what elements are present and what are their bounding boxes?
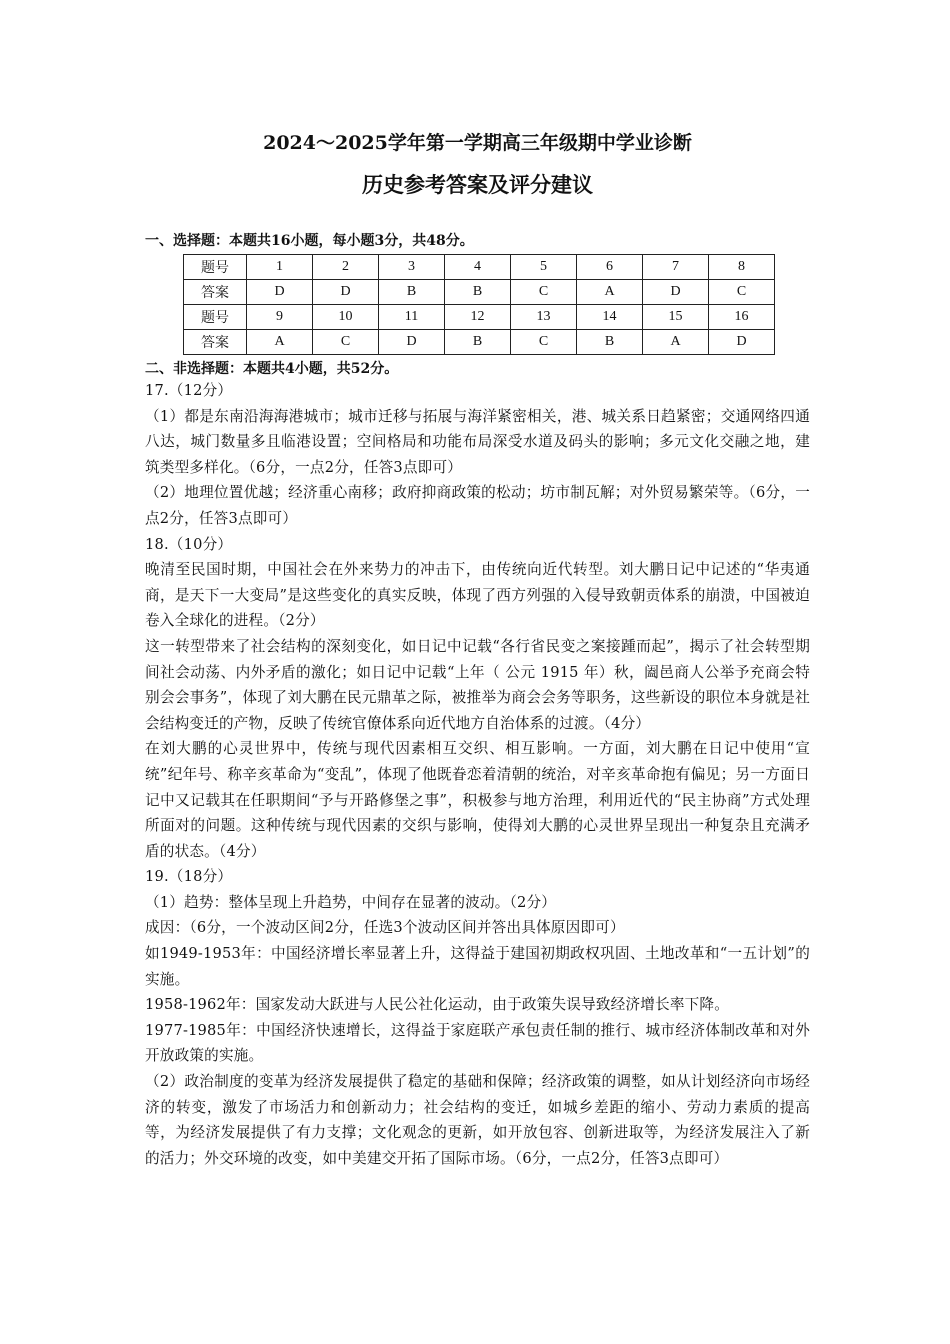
q19-period-1949: 如1949-1953年：中国经济增长率显著上升，这得益于建国初期政权巩固、土地改革和“一五计划”的实施。 bbox=[145, 945, 810, 988]
q19-part-1-trend: （1）趋势：整体呈现上升趋势，中间存在显著的波动。（2分） bbox=[145, 893, 557, 911]
question-number: 14 bbox=[577, 305, 643, 330]
question-number: 6 bbox=[577, 255, 643, 280]
table-row bbox=[184, 305, 775, 330]
row-label: 答案 bbox=[184, 280, 247, 305]
row-label: 题号 bbox=[184, 255, 247, 280]
question-number: 16 bbox=[709, 305, 775, 330]
question-number: 9 bbox=[247, 305, 313, 330]
row-label: 题号 bbox=[184, 305, 247, 330]
answer-cell: C bbox=[511, 330, 577, 355]
q19-period-1977: 1977-1985年：中国经济快速增长，这得益于家庭联产承包责任制的推行、城市经济体制改革和对外开放政策的实施。 bbox=[145, 1021, 810, 1065]
question-number: 1 bbox=[247, 255, 313, 280]
q17-part-2: （2）地理位置优越；经济重心南移；政府抑商政策的松动；坊市制瓦解；对外贸易繁荣等。（6分，一点2分，任答3点即可） bbox=[145, 484, 810, 527]
answer-cell: B bbox=[379, 280, 445, 305]
answer-cell: D bbox=[643, 280, 709, 305]
question-number: 8 bbox=[709, 255, 775, 280]
question-19-heading: 19.（18分） bbox=[145, 868, 233, 886]
table-row bbox=[184, 255, 775, 280]
answer-cell: A bbox=[643, 330, 709, 355]
q19-causes-intro: 成因：（6分，一个波动区间2分，任选3个波动区间并答出具体原因即可） bbox=[145, 919, 625, 937]
answer-cell: D bbox=[313, 280, 379, 305]
table-row bbox=[184, 280, 775, 305]
q18-paragraph-3: 在刘大鹏的心灵世界中，传统与现代因素相互交织、相互影响。一方面，刘大鹏在日记中使用“宣统”纪年号、称辛亥革命为“变乱”，体现了他既眷恋着清朝的统治，对辛亥革命抱有偏见；另一方面日记中又记载其在任职期间“予与开路修堡之事”，积极参与地方治理，利用近代的“民主协商”方式处理所面对的问题。这种传统与现代因素的交织与影响，使得刘大鹏的心灵世界呈现出一种复杂且充满矛盾的状态。（4分） bbox=[145, 740, 810, 860]
question-17-heading: 17.（12分） bbox=[145, 382, 233, 399]
answer-document bbox=[145, 128, 810, 1171]
question-number: 15 bbox=[643, 305, 709, 330]
table-row bbox=[184, 330, 775, 355]
q18-paragraph-1: 晚清至民国时期，中国社会在外来势力的冲击下，由传统向近代转型。刘大鹏日记中记述的“华夷通商，是天下一大变局”是这些变化的真实反映，体现了西方列强的入侵导致朝贡体系的崩溃，中国被迫卷入全球化的进程。（2分） bbox=[145, 561, 810, 630]
document-subtitle: 历史参考答案及评分建议 bbox=[362, 172, 593, 197]
question-number: 4 bbox=[445, 255, 511, 280]
answer-cell: A bbox=[577, 280, 643, 305]
q19-part-2: （2）政治制度的变革为经济发展提供了稳定的基础和保障；经济政策的调整，如从计划经济向市场经济的转变，激发了市场活力和创新动力；社会结构的变迁，如城乡差距的缩小、劳动力素质的提高等，为经济发展提供了有力支撑；文化观念的更新，如开放包容、创新进取等，为经济发展注入了新的活力；外交环境的改变，如中美建交开拓了国际市场。（6分，一点2分，任答3点即可） bbox=[145, 1073, 810, 1167]
row-label: 答案 bbox=[184, 330, 247, 355]
answer-cell: D bbox=[709, 330, 775, 355]
question-number: 2 bbox=[313, 255, 379, 280]
question-number: 11 bbox=[379, 305, 445, 330]
question-number: 7 bbox=[643, 255, 709, 280]
question-18-heading: 18.（10分） bbox=[145, 535, 233, 553]
q18-paragraph-2: 这一转型带来了社会结构的深刻变化，如日记中记载“各行省民变之案接踵而起”，揭示了社会转型期间社会动荡、内外矛盾的激化；如日记中记载“上年（ 公元 1915 年）秋，阖邑商人公举予充商会特别会会事务”，体现了刘大鹏在民元鼎革之际，被推举为商会会务等职务，这些新设的职位本身就是社会结构变迁的产物，反映了传统官僚体系向近代地方自治体系的过渡。（4分） bbox=[145, 637, 810, 732]
question-number: 3 bbox=[379, 255, 445, 280]
answer-cell: D bbox=[247, 280, 313, 305]
question-number: 10 bbox=[313, 305, 379, 330]
answer-table bbox=[183, 254, 775, 355]
question-number: 13 bbox=[511, 305, 577, 330]
answer-cell: C bbox=[709, 280, 775, 305]
q17-part-1: （1）都是东南沿海海港城市；城市迁移与拓展与海洋紧密相关，港、城关系日趋紧密；交通网络四通八达，城门数量多且临港设置；空间格局和功能布局深受水道及码头的影响；多元文化交融之地，建筑类型多样化。（6分，一点2分，任答3点即可） bbox=[145, 407, 810, 476]
question-number: 5 bbox=[511, 255, 577, 280]
answer-cell: A bbox=[247, 330, 313, 355]
answer-cell: C bbox=[313, 330, 379, 355]
q19-period-1958: 1958-1962年：国家发动大跃进与人民公社化运动，由于政策失误导致经济增长率下降。 bbox=[145, 996, 730, 1014]
answer-cell: B bbox=[445, 280, 511, 305]
answer-cell: B bbox=[445, 330, 511, 355]
section-1-heading: 一、选择题：本题共16小题，每小题3分，共48分。 bbox=[145, 233, 474, 249]
answer-cell: B bbox=[577, 330, 643, 355]
section-2-heading: 二、非选择题：本题共4小题，共52分。 bbox=[145, 361, 399, 377]
question-number: 12 bbox=[445, 305, 511, 330]
answer-cell: C bbox=[511, 280, 577, 305]
answer-cell: D bbox=[379, 330, 445, 355]
document-title: 2024～2025学年第一学期高三年级期中学业诊断 bbox=[263, 132, 692, 154]
